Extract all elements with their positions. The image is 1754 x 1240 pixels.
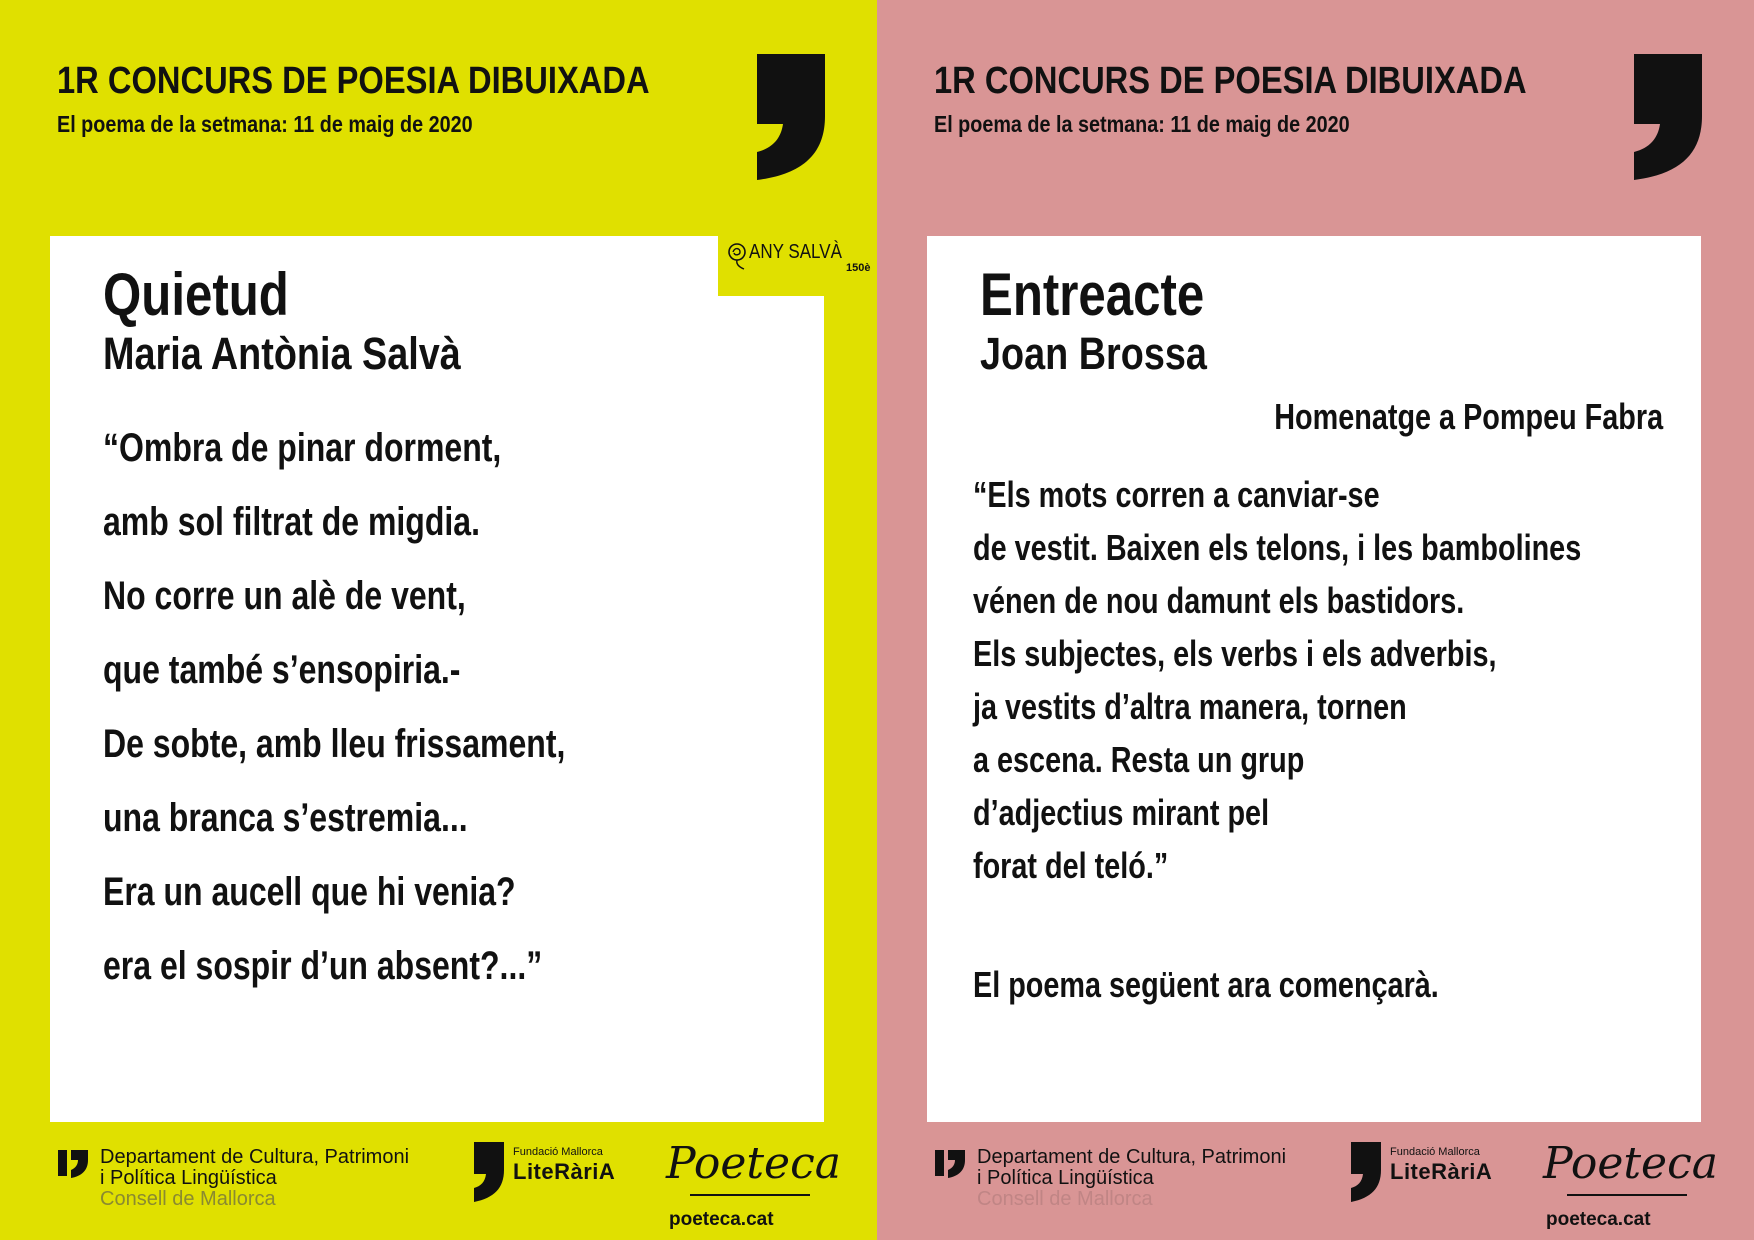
poem-title: Quietud [103, 261, 289, 328]
poem-line: d’adjectius mirant pel [973, 792, 1270, 833]
poem-card [927, 236, 1701, 1122]
dept-name-line3: Consell de Mallorca [977, 1188, 1153, 1210]
literaria-label: LiteRàriA [1390, 1159, 1493, 1184]
poem-line: que també s’ensopiria.- [103, 648, 461, 692]
poeteca-logo: Poeteca [1543, 1138, 1718, 1189]
poem-line: amb sol filtrat de migdia. [103, 500, 480, 544]
poem-closing-line: El poema següent ara començarà. [973, 964, 1439, 1005]
literaria-label: LiteRàriA [513, 1159, 616, 1184]
poem-line: ja vestits d’altra manera, tornen [973, 686, 1407, 727]
poem-line: vénen de nou damunt els bastidors. [973, 580, 1465, 621]
poem-title: Entreacte [980, 261, 1205, 328]
badge-text: ANY SALVÀ [749, 241, 842, 263]
poem-line: De sobte, amb lleu frissament, [103, 722, 566, 766]
badge-subtext: 150è [846, 262, 871, 274]
fundacio-comma-icon [474, 1142, 504, 1202]
contest-subtitle: El poema de la setmana: 11 de maig de 2020 [57, 111, 473, 137]
comma-logo-icon [1634, 54, 1702, 182]
sponsor-footer [877, 1122, 1754, 1240]
poeteca-url[interactable]: poeteca.cat [1546, 1209, 1651, 1230]
poem-line: Era un aucell que hi venia? [103, 870, 516, 914]
fundacio-comma-icon [1351, 1142, 1381, 1202]
poem-line: a escena. Resta un grup [973, 739, 1305, 780]
dept-name-line1: Departament de Cultura, Patrimoni [977, 1146, 1287, 1168]
dept-name-line2: i Política Lingüística [100, 1167, 277, 1189]
rose-icon [724, 241, 750, 271]
poeteca-url[interactable]: poeteca.cat [669, 1209, 774, 1230]
poeteca-logo: Poeteca [666, 1138, 841, 1189]
consell-mallorca-logo-icon [58, 1150, 88, 1186]
fundacio-label: Fundació Mallorca [1390, 1146, 1480, 1158]
poem-line: Els subjectes, els verbs i els adverbis, [973, 633, 1497, 674]
dept-name-line2: i Política Lingüística [977, 1167, 1154, 1189]
contest-subtitle: El poema de la setmana: 11 de maig de 2020 [934, 111, 1350, 137]
poeteca-underline [1567, 1194, 1687, 1196]
poem-line: No corre un alè de vent, [103, 574, 466, 618]
dept-name-line1: Departament de Cultura, Patrimoni [100, 1146, 410, 1168]
fundacio-label: Fundació Mallorca [513, 1146, 603, 1158]
sponsor-footer [0, 1122, 877, 1240]
poem-line: “Ombra de pinar dorment, [103, 426, 502, 470]
poem-dedication: Homenatge a Pompeu Fabra [1274, 396, 1663, 437]
poem-line: era el sospir d’un absent?...” [103, 944, 543, 988]
poem-line: de vestit. Baixen els telons, i les bambolines [973, 527, 1582, 568]
any-salva-badge [718, 236, 871, 296]
poem-line: forat del teló.” [973, 845, 1169, 886]
right-poster [877, 0, 1754, 1240]
poeteca-underline [690, 1194, 810, 1196]
poem-line: “Els mots corren a canviar-se [973, 474, 1380, 515]
poem-author: Maria Antònia Salvà [103, 328, 461, 379]
contest-title: 1R CONCURS DE POESIA DIBUIXADA [934, 60, 1527, 102]
poem-line: una branca s’estremia... [103, 796, 468, 840]
consell-mallorca-logo-icon [935, 1150, 965, 1186]
poem-author: Joan Brossa [980, 328, 1207, 379]
comma-logo-icon [757, 54, 825, 182]
poem-card [50, 236, 871, 1122]
dept-name-line3: Consell de Mallorca [100, 1188, 276, 1210]
contest-title: 1R CONCURS DE POESIA DIBUIXADA [57, 60, 650, 102]
